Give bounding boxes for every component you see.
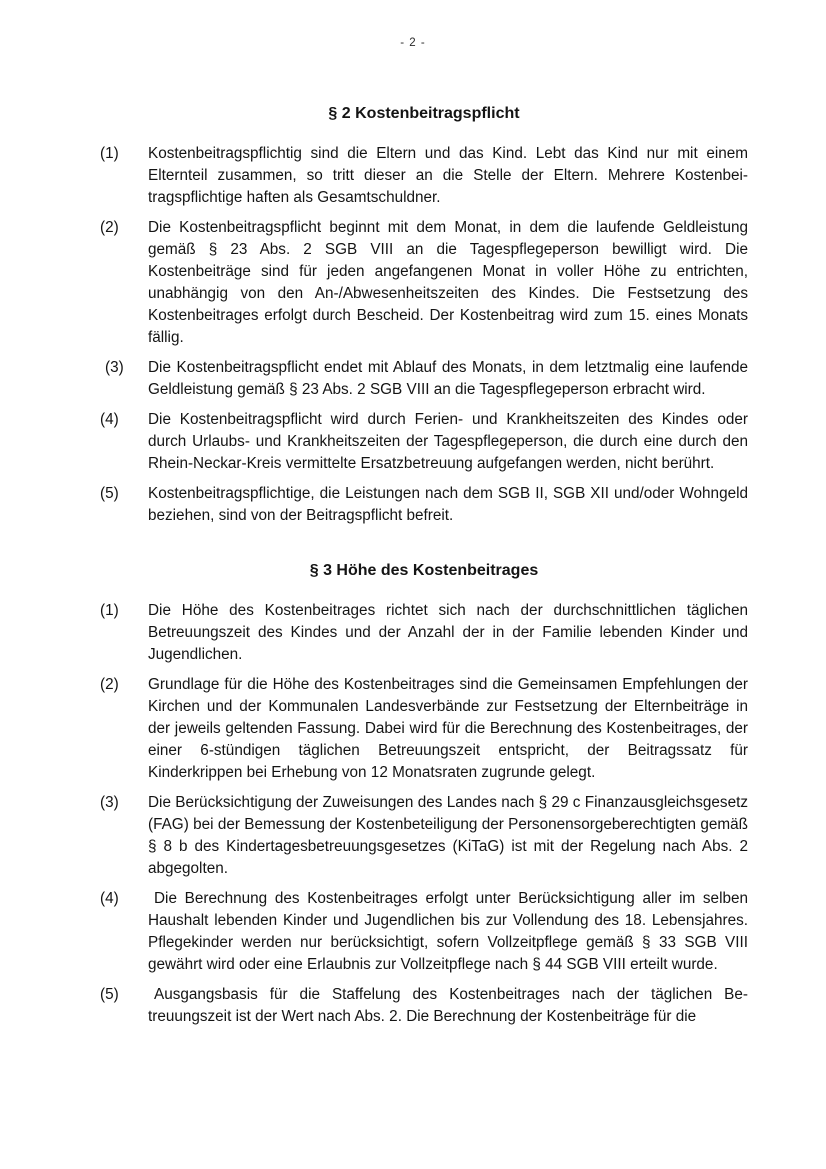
paragraph-text: Grundlage für die Höhe des Kostenbeitrages sind die Gemeinsamen Empfehlungen der Kirchen und der Kommunalen Landesverbände zur Festsetzung der Elternbeiträge in der jeweils geltenden Fassung. Dabei wird für die Berechnung des Kostenbeitrages, der einer 6-stündigen täglichen Betreuungszeit entspricht, der Beitragssatz für Kinderkrippen bei Erhebung von 12 Monatsraten zugrunde gelegt.: [148, 676, 748, 781]
paragraph-number: (3): [105, 359, 124, 376]
paragraph-s3-2: [100, 674, 748, 784]
paragraph-number: (4): [100, 411, 119, 428]
section-heading-paragraph-2: § 2 Kostenbeitragspflicht: [328, 105, 520, 122]
paragraph-number: (2): [100, 676, 119, 693]
paragraph-number: (4): [100, 890, 119, 907]
section-heading-paragraph-3: § 3 Höhe des Kostenbeitrages: [309, 562, 539, 579]
paragraph-number: (1): [100, 145, 119, 162]
paragraph-s3-3: [100, 792, 748, 880]
paragraph-number: (5): [100, 986, 119, 1003]
page-number: - 2 -: [400, 37, 426, 49]
paragraph-text: Die Kostenbeitragspflicht endet mit Ablauf des Monats, in dem letztmalig eine laufende Geldleistung gemäß § 23 Abs. 2 SGB VIII an die Tagespflegeperson erbracht wird.: [148, 359, 748, 398]
paragraph-number: (5): [100, 485, 119, 502]
paragraph-number: (2): [100, 219, 119, 236]
paragraph-text: Kostenbeitragspflichtig sind die Eltern und das Kind. Lebt das Kind nur mit einem Elternteil zusammen, so tritt dieser an die Stelle der Eltern. Mehrere Kostenbeitragspflichtige haften als Gesamtschuldner.: [148, 145, 748, 206]
paragraph-s2-1: [100, 143, 748, 209]
paragraph-s3-5: [100, 984, 748, 1028]
paragraph-text: Die Berechnung des Kostenbeitrages erfolgt unter Berücksichtigung aller im selben Haushalt lebenden Kinder und Jugendlichen bis zur Vollendung des 18. Lebensjahres. Pflegekinder werden nur berücksichtigt, sofern Vollzeitpflege gemäß § 33 SGB VIII gewährt wird oder eine Erlaubnis zur Vollzeitpflege nach § 44 SGB VIII erteilt wurde.: [148, 890, 748, 973]
paragraph-text: Die Höhe des Kostenbeitrages richtet sich nach der durchschnittlichen täglichen Betreuungszeit des Kindes und der Anzahl der in der Familie lebenden Kinder und Jugendlichen.: [148, 602, 748, 663]
paragraph-number: (1): [100, 602, 119, 619]
paragraph-s2-5: [100, 483, 748, 527]
paragraph-text: Die Kostenbeitragspflicht beginnt mit dem Monat, in dem die laufende Geldleistung gemäß § 23 Abs. 2 SGB VIII an die Tagespflegeperson bewilligt wird. Die Kostenbeiträge sind für jeden angefangenen Monat in voller Höhe zu entrichten, unabhängig von den An-/Abwesenheitszeiten des Kindes. Die Festsetzung des Kostenbeitrages erfolgt durch Bescheid. Der Kostenbeitrag wird zum 15. eines Monats fällig.: [148, 219, 748, 346]
paragraph-text: Die Kostenbeitragspflicht wird durch Ferien- und Krankheitszeiten des Kindes oder durch Urlaubs- und Krankheitszeiten der Tagespflegeperson, die durch eine durch den Rhein-Neckar-Kreis vermittelte Ersatzbetreuung aufgefangen werden, nicht berührt.: [148, 411, 748, 472]
paragraph-s2-3: [100, 357, 748, 401]
paragraph-s2-2: [100, 217, 748, 349]
paragraph-s3-4: [100, 888, 748, 976]
paragraph-number: (3): [100, 794, 119, 811]
paragraph-text: Kostenbeitragspflichtige, die Leistungen nach dem SGB II, SGB XII und/oder Wohngeld beziehen, sind von der Beitragspflicht befreit.: [148, 485, 748, 524]
paragraph-s3-1: [100, 600, 748, 666]
document-content: [100, 103, 748, 1028]
paragraph-text: Die Berücksichtigung der Zuweisungen des Landes nach § 29 c Finanzausgleichsgesetz (FAG) bei der Bemessung der Kostenbeteiligung der Personensorgeberechtigten gemäß § 8 b des Kindertagesbetreuungsgesetzes (KiTaG) ist mit der Regelung nach Abs. 2 abgegolten.: [148, 794, 748, 877]
paragraph-text: Ausgangsbasis für die Staffelung des Kostenbeitrages nach der täglichen Betreuungszeit ist der Wert nach Abs. 2. Die Berechnung der Kostenbeiträge für die: [148, 986, 748, 1025]
paragraph-s2-4: [100, 409, 748, 475]
